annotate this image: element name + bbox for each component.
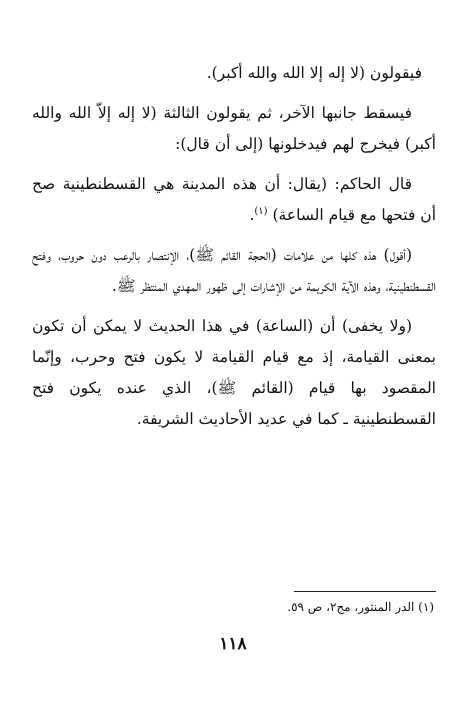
paragraph-4: (أقول) هذه كلها من علامات (الحجة القائم ﷺ)، الإنتصار بالرعب دون حروب، وفتح القسطنطينية، وهذه الآية الكريمة من الإشارات إلى ظهور المهدي المنتظر ﷺ. — [32, 246, 436, 295]
footnote-reference[interactable]: (١) — [254, 205, 268, 217]
paragraph-5: (ولا يخفى) أن (الساعة) في هذا الحديث لا يمكن أن تكون بمعنى القيامة، إذ مع قيام القيامة لا يكون فتح وحرب، وإنّما المقصود بها قيام (القائم ﷺ)، الذي عنده يكون فتح القسطنطينية ـ كما في عديد الأحاديث الشريفة. — [32, 317, 436, 428]
body-text — [32, 58, 436, 444]
paragraph-1: فيقولون (لا إله إلا الله والله أكبر). — [206, 64, 422, 82]
footnote: (١) الدر المنثور، مج٢، ص ٥٩. — [287, 600, 434, 614]
paragraph-3: قال الحاكم: (يقال: أن هذه المدينة هي القسطنطينية صح أن فتحها مع قيام الساعة) $^{(١)}$. — [32, 175, 436, 224]
page-number: ١١٨ — [219, 634, 247, 654]
paragraph-2: فيسقط جانبها الآخر، ثم يقولون الثالثة (لا إله إلاّ الله والله أكبر) فيخرج لهم فيدخلونها (إلى أن قال): — [32, 104, 436, 153]
footnote-divider — [294, 591, 436, 592]
paragraph-3-text: قال الحاكم: (يقال: أن هذه المدينة هي القسطنطينية صح أن فتحها مع قيام الساعة) — [32, 175, 436, 224]
